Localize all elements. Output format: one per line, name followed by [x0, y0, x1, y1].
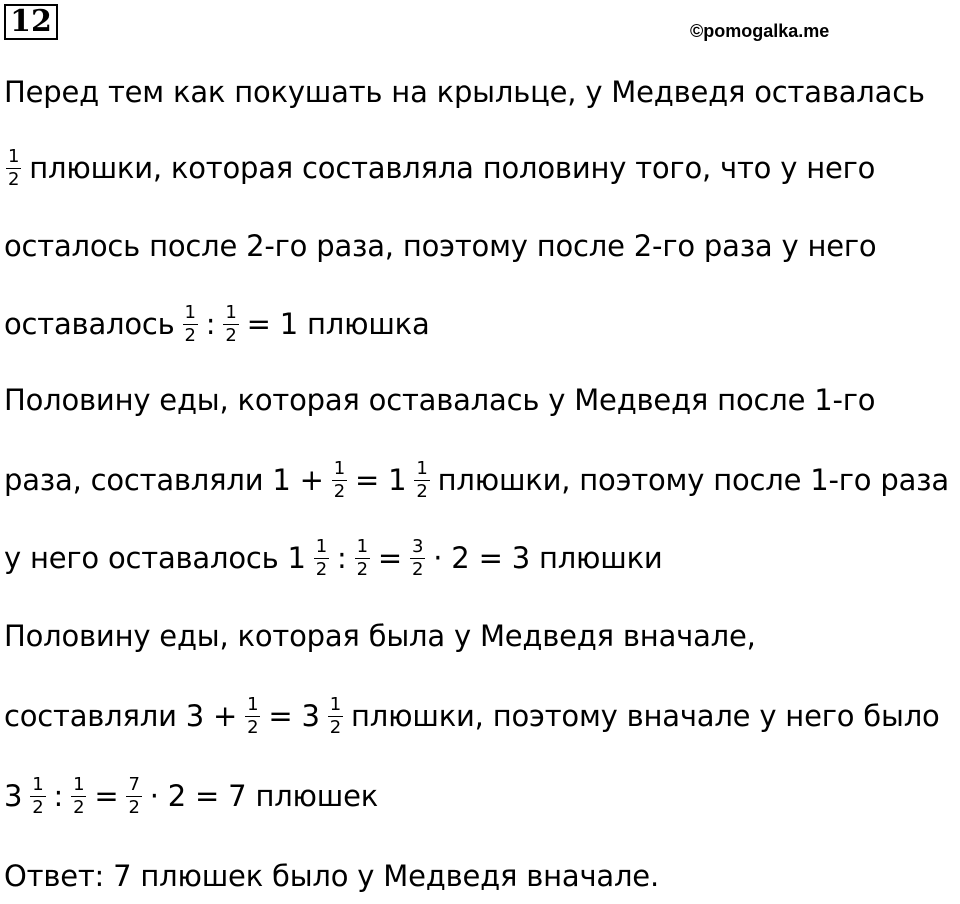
fraction — [355, 537, 370, 580]
text-run: : — [337, 541, 347, 575]
text-run: Половину еды, которая была у Медведя вначале, — [4, 619, 756, 653]
text-line — [4, 372, 875, 428]
text-line — [4, 218, 876, 274]
text-run: у него оставалось 1 — [4, 541, 306, 575]
fraction-numerator: 1 — [184, 301, 196, 323]
text-run: плюшки, поэтому вначале у него было — [351, 699, 940, 733]
text-run: плюшки, поэтому после 1-го раза — [437, 463, 949, 497]
fraction-denominator: 2 — [333, 480, 346, 502]
text-run: = 1 плюшка — [246, 307, 430, 341]
fraction-numerator: 1 — [356, 535, 368, 557]
fraction-numerator: 1 — [333, 457, 346, 479]
text-run: плюшки, которая составляла половину того, что у него — [29, 151, 876, 185]
fraction-denominator: 2 — [73, 796, 85, 818]
text-run: = — [94, 779, 119, 813]
fraction-numerator: 1 — [315, 535, 328, 557]
text-line — [4, 140, 875, 196]
watermark: ©pomogalka.me — [690, 21, 830, 41]
fraction-denominator: 2 — [412, 558, 424, 580]
text-run: Перед тем как покушать на крыльце, у Медведя оставалась — [4, 75, 925, 109]
fraction-denominator: 2 — [247, 716, 259, 738]
text-run: оставалось — [4, 307, 175, 341]
fraction-denominator: 2 — [356, 558, 368, 580]
fraction-denominator: 2 — [8, 168, 20, 190]
fraction — [223, 303, 238, 346]
fraction — [183, 303, 198, 346]
fraction-numerator: 1 — [32, 773, 44, 795]
text-run: · 2 = 7 плюшек — [149, 779, 379, 813]
text-run: составляли 3 + — [4, 699, 238, 733]
fraction-numerator: 3 — [412, 535, 424, 557]
task-number-box: 12 — [4, 4, 58, 40]
text-line — [4, 296, 430, 352]
fraction-numerator: 1 — [73, 773, 85, 795]
fraction — [71, 775, 86, 818]
text-run: · 2 = 3 плюшки — [433, 541, 663, 575]
fraction — [6, 147, 21, 190]
fraction-denominator: 2 — [32, 796, 44, 818]
text-line — [4, 64, 925, 120]
fraction-numerator: 1 — [416, 457, 428, 479]
fraction — [30, 775, 45, 818]
fraction — [414, 459, 429, 502]
text-run: : — [205, 307, 216, 341]
text-run: = 3 — [268, 699, 320, 733]
text-line — [4, 530, 663, 586]
text-run: = — [377, 541, 402, 575]
fraction-denominator: 2 — [329, 716, 342, 738]
fraction — [332, 459, 347, 502]
fraction-numerator: 1 — [247, 693, 259, 715]
text-run: : — [53, 779, 64, 813]
fraction-denominator: 2 — [184, 324, 196, 346]
text-line — [4, 768, 378, 824]
text-run: 3 — [4, 779, 23, 813]
fraction — [245, 695, 260, 738]
text-run: = 1 — [355, 463, 407, 497]
fraction-denominator: 2 — [416, 480, 428, 502]
text-run: осталось после 2-го раза, поэтому после 2-го раза у него — [4, 229, 877, 263]
fraction-numerator: 1 — [225, 301, 237, 323]
fraction-numerator: 1 — [8, 145, 20, 167]
text-run: Ответ: 7 плюшек было у Медведя вначале. — [4, 859, 659, 893]
fraction — [314, 537, 329, 580]
fraction-denominator: 2 — [128, 796, 140, 818]
text-run: раза, составляли 1 + — [4, 463, 324, 497]
fraction — [328, 695, 343, 738]
text-line — [4, 452, 949, 508]
fraction-denominator: 2 — [225, 324, 237, 346]
text-line — [4, 608, 756, 664]
text-run: Половину еды, которая оставалась у Медведя после 1-го — [4, 383, 876, 417]
fraction-denominator: 2 — [315, 558, 328, 580]
text-line — [4, 688, 940, 744]
fraction — [410, 537, 425, 580]
fraction-numerator: 1 — [329, 693, 342, 715]
fraction-numerator: 7 — [128, 773, 140, 795]
fraction — [126, 775, 141, 818]
